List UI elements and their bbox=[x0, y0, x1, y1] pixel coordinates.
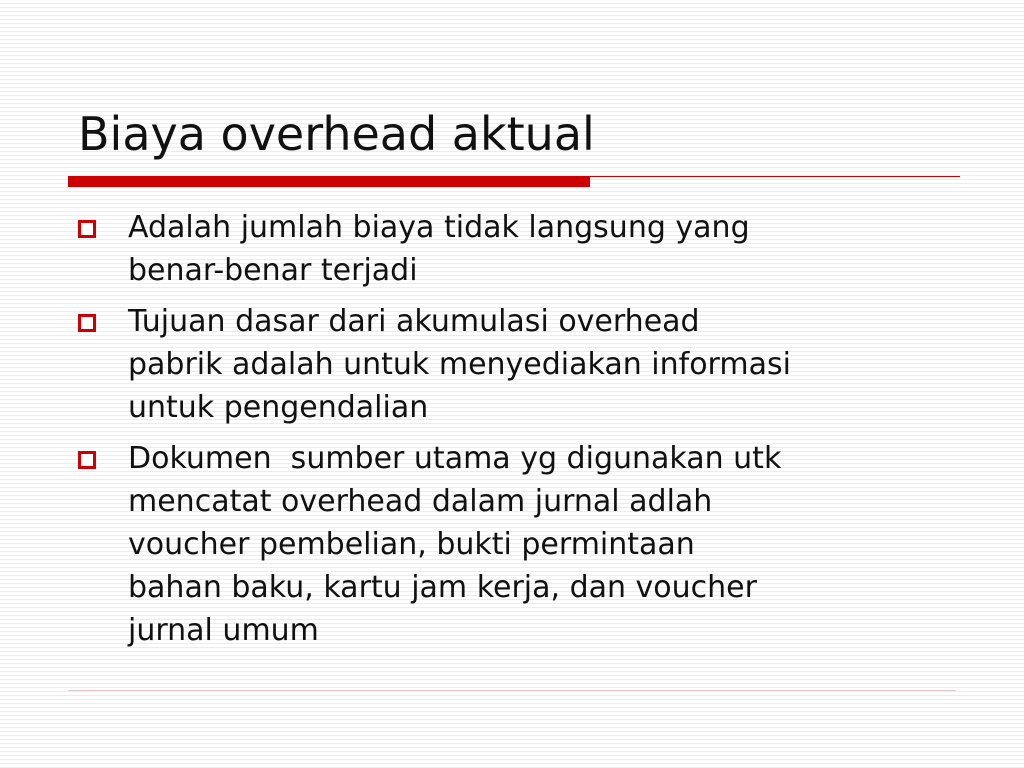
bullet-line: bahan baku, kartu jam kerja, dan voucher bbox=[128, 570, 757, 605]
bullet-line: voucher pembelian, bukti permintaan bbox=[128, 527, 695, 562]
bullet-item bbox=[78, 206, 958, 292]
bullet-text bbox=[128, 300, 958, 429]
bullet-item bbox=[78, 300, 958, 429]
bullet-item bbox=[78, 437, 958, 652]
bullet-list bbox=[78, 206, 958, 660]
bullet-text bbox=[128, 437, 958, 652]
footer-divider bbox=[68, 690, 956, 691]
bullet-line: pabrik adalah untuk menyediakan informasi bbox=[128, 347, 791, 382]
bullet-text bbox=[128, 206, 958, 292]
bullet-line: untuk pengendalian bbox=[128, 390, 429, 425]
hollow-square-bullet-icon bbox=[78, 451, 96, 469]
bullet-line: Dokumen sumber utama yg digunakan utk bbox=[128, 441, 782, 476]
bullet-line: mencatat overhead dalam jurnal adlah bbox=[128, 484, 713, 519]
bullet-line: Tujuan dasar dari akumulasi overhead bbox=[128, 304, 700, 339]
title-underline-thick bbox=[68, 176, 590, 187]
slide-title: Biaya overhead aktual bbox=[78, 107, 595, 161]
bullet-line: Adalah jumlah biaya tidak langsung yang bbox=[128, 210, 750, 245]
bullet-line: jurnal umum bbox=[128, 613, 319, 648]
title-underline-thin bbox=[590, 176, 960, 177]
bullet-line: benar-benar terjadi bbox=[128, 253, 418, 288]
hollow-square-bullet-icon bbox=[78, 314, 96, 332]
hollow-square-bullet-icon bbox=[78, 220, 96, 238]
